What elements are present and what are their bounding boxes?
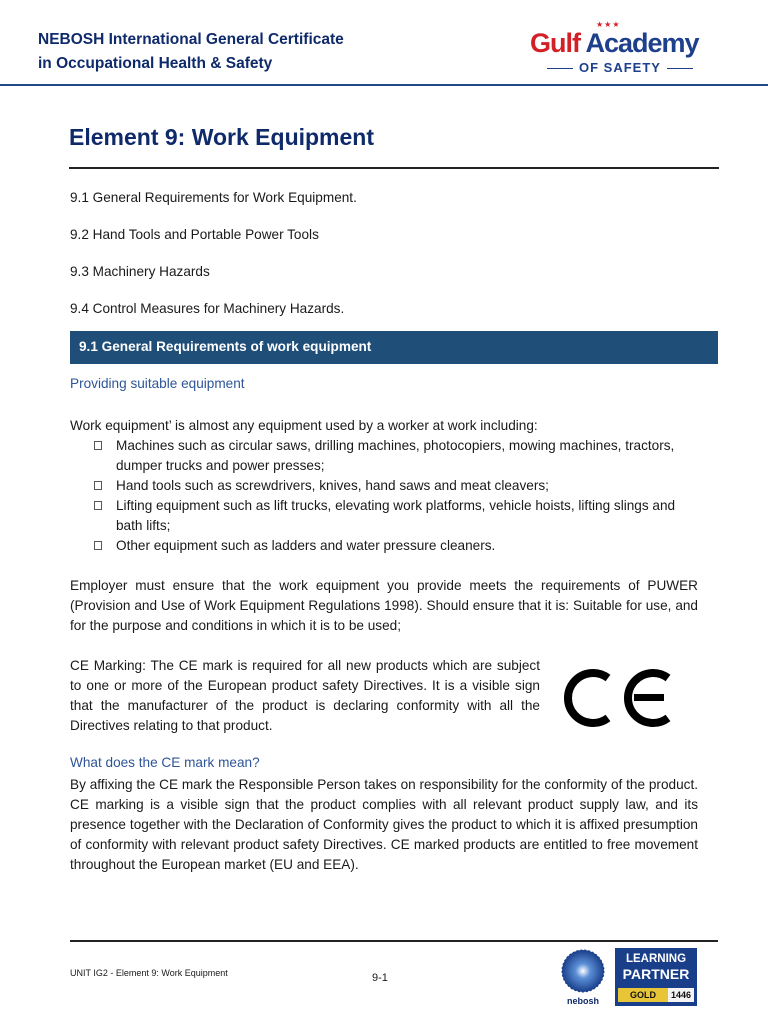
list-item <box>70 536 698 556</box>
list-item-text: Hand tools such as screwdrivers, knives, hand saws and meat cleavers; <box>116 478 549 493</box>
logo-subtitle: OF SAFETY <box>530 60 710 75</box>
badge-line2: PARTNER <box>622 966 690 982</box>
footer-unit-label: UNIT IG2 - Element 9: Work Equipment <box>70 968 228 978</box>
list-item <box>70 436 698 476</box>
subheading-ce-meaning: What does the CE mark mean? <box>70 755 260 770</box>
page-number: 9-1 <box>372 972 388 984</box>
title-divider <box>69 167 719 169</box>
toc-item: 9.3 Machinery Hazards <box>70 264 210 279</box>
ce-mark-icon <box>558 650 686 746</box>
toc-item: 9.1 General Requirements for Work Equipment. <box>70 190 357 205</box>
list-item <box>70 476 698 496</box>
logo-brand-gulf: Gulf <box>530 28 580 58</box>
intro-paragraph: Work equipment’ is almost any equipment used by a worker at work including: <box>70 418 538 433</box>
badge-line1: LEARNING <box>625 953 687 965</box>
section-heading-bar: 9.1 General Requirements of work equipment <box>70 331 718 364</box>
toc-item: 9.2 Hand Tools and Portable Power Tools <box>70 227 319 242</box>
toc-item: 9.4 Control Measures for Machinery Hazards. <box>70 301 345 316</box>
gulf-academy-logo <box>530 20 710 76</box>
logo-stars-icon: ★★★ <box>596 20 621 29</box>
badge-partner-number: 1446 <box>668 988 694 1002</box>
page-title: Element 9: Work Equipment <box>69 124 375 150</box>
header-title-line1: NEBOSH International General Certificate <box>38 31 344 48</box>
checkbox-bullet-icon <box>94 501 102 510</box>
header-divider <box>0 84 768 86</box>
list-item <box>70 496 698 536</box>
logo-brand-text <box>530 28 699 59</box>
list-item-text: Lifting equipment such as lift trucks, elevating work platforms, vehicle hoists, lifting slings and bath lifts; <box>116 498 676 533</box>
equipment-bullet-list <box>70 436 698 556</box>
checkbox-bullet-icon <box>94 481 102 490</box>
document-header-title <box>38 28 344 76</box>
list-item-text: Machines such as circular saws, drilling machines, photocopiers, mowing machines, tractors, dumper trucks and power presses; <box>116 438 675 473</box>
footer-divider <box>70 940 718 942</box>
nebosh-label: nebosh <box>566 996 599 1006</box>
list-item-text: Other equipment such as ladders and water pressure cleaners. <box>116 538 496 553</box>
checkbox-bullet-icon <box>94 441 102 450</box>
header-title-line2: in Occupational Health & Safety <box>38 55 273 72</box>
logo-brand-academy: Academy <box>580 28 699 58</box>
employer-paragraph: Employer must ensure that the work equipment you provide meets the requirements of PUWER (Provision and Use of Work Equipment Regulations 1998). Should ensure that it is: Suitable for use, and for the purpose and conditions in which it is to be used; <box>70 578 698 633</box>
badge-gold-label: GOLD <box>618 988 668 1002</box>
subheading-providing-equipment: Providing suitable equipment <box>70 376 245 391</box>
checkbox-bullet-icon <box>94 541 102 550</box>
table-of-contents <box>70 188 718 336</box>
ce-marking-paragraph: CE Marking: The CE mark is required for all new products which are subject to one or more of the European product safety Directives. It is a visible sign that the manufacturer of the product is declaring conformity with all the Directives relating to that product. <box>70 658 540 733</box>
ce-meaning-paragraph: By affixing the CE mark the Responsible Person takes on responsibility for the conformity of the product. CE marking is a visible sign that the product complies with all relevant product supply law, and its presence together with the Declaration of Conformity gives the product to which it is affixed presumption of conformity with relevant product safety Directives. CE marked products are entitled to free movement throughout the European market (EU and EEA). <box>70 777 698 872</box>
learning-partner-badge <box>615 948 697 1006</box>
